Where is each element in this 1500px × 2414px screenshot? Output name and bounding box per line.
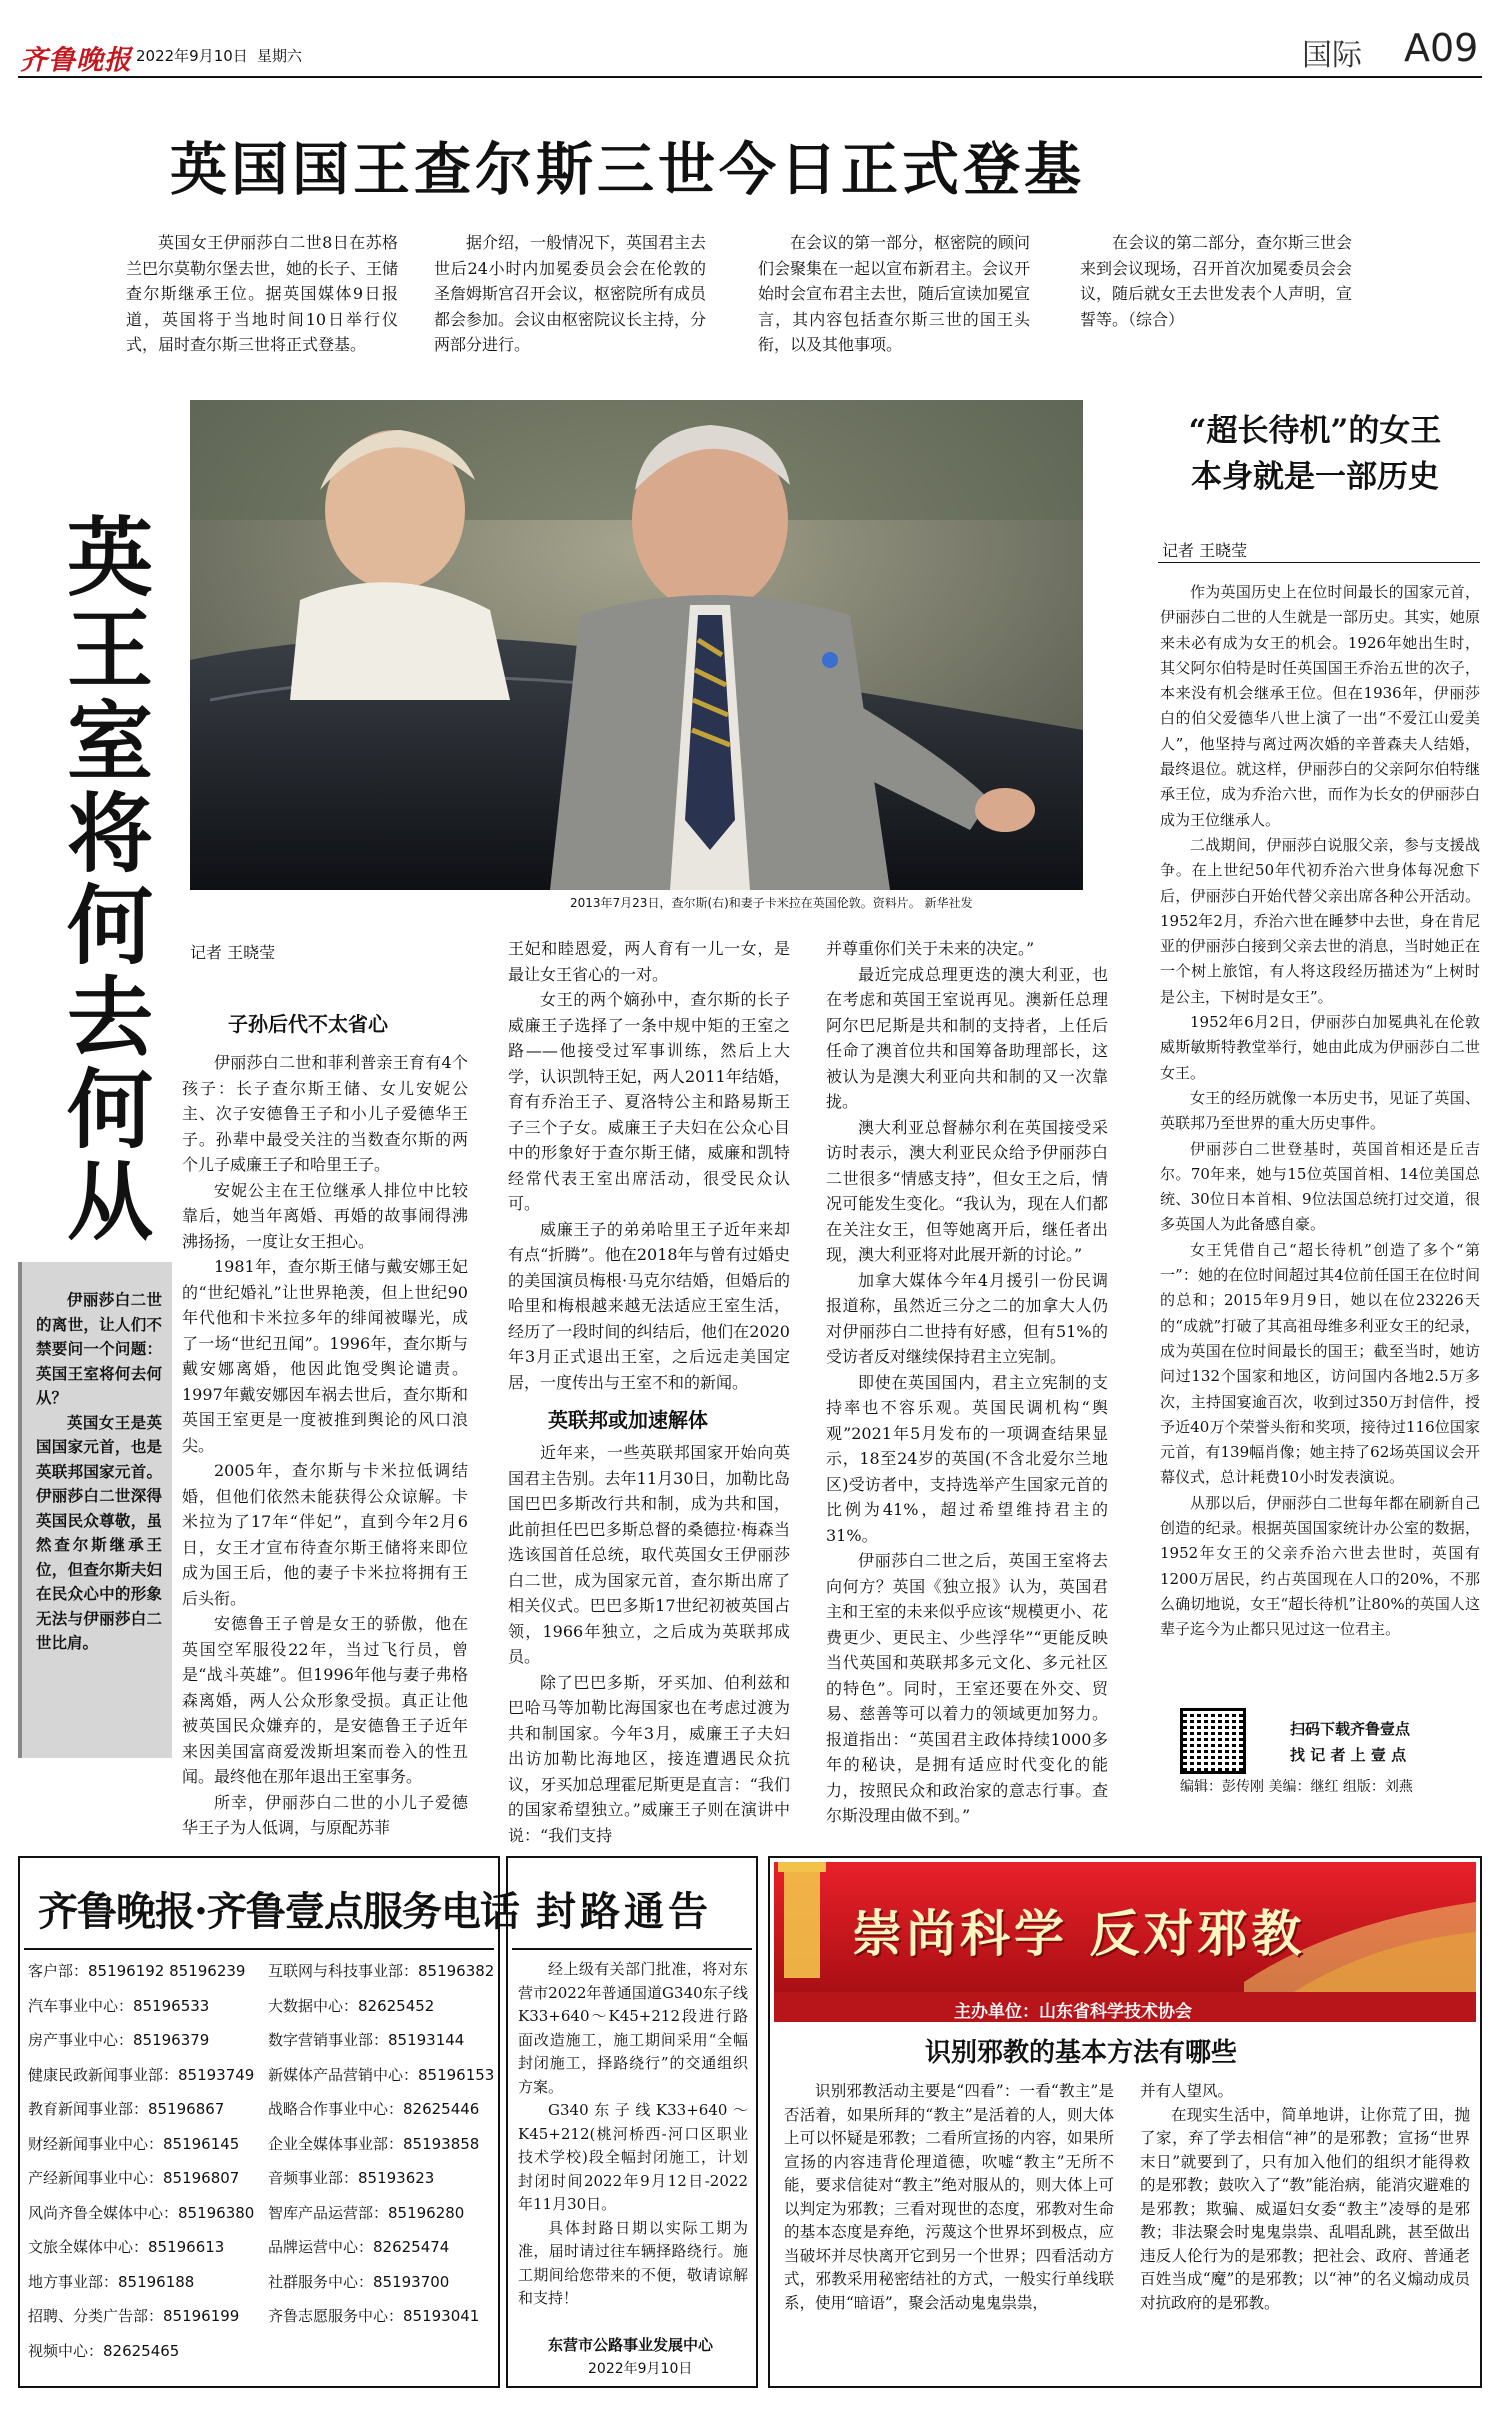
photo-caption: 2013年7月23日，查尔斯(右)和妻子卡米拉在英国伦敦。资料片。 新华社发 <box>570 896 973 910</box>
service-box <box>18 1856 519 2388</box>
lead-col-2: 据介绍，一般情况下，英国君主去世后24小时内加冕委员会会在伦敦的圣詹姆斯宫召开会议，枢密院所有成员都会参加。会议由枢密院议长主持，分两部分进行。 <box>434 233 707 354</box>
main-byline: 记者 王晓莹 <box>190 943 276 962</box>
service-left-list: 客户部：85196192 85196239 汽车事业中心：85196533 房产事业中心：85196379 健康民政新闻事业部：85193749 教育新闻事业部：85196867 财经新闻事业中心：85196145 产经新闻事业中心：85196807 风尚齐鲁全媒体中心：85196380 文旅全媒体中心：85196613 地方事业部：85196188 招聘、分类广告部：85196199 视频中心：82625465 <box>28 1962 255 2360</box>
masthead-rule <box>18 76 1482 78</box>
notice-sign: 东营市公路事业发展中心 <box>548 2336 714 2354</box>
vertical-title: 英王室将何去何从 <box>52 512 153 1248</box>
intro-box: 伊丽莎白二世的离世，让人们不禁要问一个问题：英国王室将何去何从？ 英国女王是英国国家元首，也是英联邦国家元首。伊丽莎白二世深得英国民众尊敬，虽然查尔斯继承王位，但查尔斯夫妇在民众心中的形象无法与伊丽莎白二世比肩。 <box>18 1262 172 1758</box>
service-rule <box>24 1948 494 1950</box>
side-byline: 记者 王晓莹 <box>1162 541 1248 560</box>
ad-banner-text: 崇尚科学 反对邪教 <box>852 1904 1306 1963</box>
side-rule <box>1158 562 1480 563</box>
service-title: 齐鲁晚报·齐鲁壹点服务电话 <box>38 1888 519 1935</box>
notice-date: 2022年9月10日 <box>588 2361 693 2377</box>
service-right-list: 互联网与科技事业部：85196382 大数据中心：82625452 数字营销事业部：85193144 新媒体产品营销中心：85196153 战略合作事业中心：82625446 企业全媒体事业部：85193858 音频事业部：85193623 智库产品运营部：85196280 品牌运营中心：82625474 社群服务中心：85193700 齐鲁志愿服务中心：85193041 <box>268 1962 495 2325</box>
main-col-1: 伊丽莎白二世和菲利普亲王育有4个孩子：长子查尔斯王储、女儿安妮公主、次子安德鲁王子和小儿子爱德华王子。孙辈中最受关注的当数查尔斯的两个儿子威廉王子和哈里王子。 安妮公主在王位继承人排位中比较靠后，她当年离婚、再婚的故事闹得沸沸扬扬，一度让女王担心。 1981年，查尔斯王储与戴安娜王妃的“世纪婚礼”让世界艳羡，但上世纪90年代他和卡米拉多年的绯闻被曝光，成了一场“世纪丑闻”。1996年，查尔斯与戴安娜离婚，他因此饱受舆论谴责。1997年戴安娜因车祸去世后，查尔斯和英国王室更是一度被推到舆论的风口浪尖。 2005年，查尔斯与卡米拉低调结婚，但他们依然未能获得公众谅解。卡米拉为了17年“伴妃”，直到今年2月6日，女王才宣布待查尔斯王储将来即位成为国王后，他的妻子卡米拉将拥有王后头衔。 安德鲁王子曾是女王的骄傲，他在英国空军服役22年，当过飞行员，曾是“战斗英雄”。但1996年他与妻子弗格森离婚，两人公众形象受损。真正让他被英国民众嫌弃的，是安德鲁王子近年来因美国富商爱泼斯坦案而卷入的性丑闻。最终他在那年退出王室事务。 所幸，伊丽莎白二世的小儿子爱德华王子为人低调，与原配苏菲 <box>182 1053 468 1837</box>
anti-cult-ad <box>768 1856 1482 2388</box>
section-name: 国际 <box>1302 38 1362 73</box>
ad-banner <box>774 1862 1476 1992</box>
side-title: “超长待机”的女王 本身就是一部历史 <box>1188 413 1442 495</box>
vertical-title-box <box>18 486 174 1258</box>
lead-col-1: 英国女王伊丽莎白二世8日在苏格兰巴尔莫勒尔堡去世，她的长子、王储查尔斯继承王位。据英国媒体9日报道，英国将于当地时间10日举行仪式，届时查尔斯三世将正式登基。 <box>126 233 399 354</box>
main-col-2a: 王妃和睦恩爱，两人育有一儿一女，是最让女王省心的一对。 女王的两个嫡孙中，查尔斯的长子威廉王子选择了一条中规中矩的王室之路——他接受过军事训练，然后上大学，认识凯特王妃，两人2011年结婚，育有乔治王子、夏洛特公主和路易斯王子三个子女。威廉王子夫妇在公众心目中的形象好于查尔斯王储，威廉和凯特经常代表王室出席活动，很受民众认可。 威廉王子的弟弟哈里王子近年来却有点“折腾”。他在2018年与曾有过婚史的美国演员梅根·马克尔结婚，但婚后的哈里和梅根越来越无法适应王室生活，经历了一段时间的纠结后，他们在2020年3月正式退出王室，之后远走美国定居，一度传出与王室不和的新闻。 <box>508 939 790 1392</box>
notice-rule <box>512 1948 752 1950</box>
road-notice <box>506 1856 758 2388</box>
lead-col-3: 在会议的第一部分，枢密院的顾问们会聚集在一起以宣布新君主。会议开始时会宣布君主去世，随后宣读加冕宣言，其内容包括查尔斯三世的国王头衔，以及其他事项。 <box>758 233 1031 354</box>
news-photo <box>190 400 1083 890</box>
newspaper-logo: 齐鲁晚报 <box>20 45 132 76</box>
issue-weekday: 星期六 <box>257 47 303 65</box>
editor-credits: 编辑：彭传刚 美编：继红 组版：刘燕 <box>1180 1779 1413 1795</box>
qr-label: 扫码下载齐鲁壹点 找 记 者 上 壹 点 <box>1290 1720 1411 1764</box>
masthead <box>18 16 1482 76</box>
notice-title: 封路通告 <box>536 1888 712 1935</box>
side-text: 作为英国历史上在位时间最长的国家元首，伊丽莎白二世的人生就是一部历史。其实，她原来未必有成为女王的机会。1926年她出生时，其父阿尔伯特是时任英国国王乔治五世的次子，本来没有机会继承王位。但在1936年，伊丽莎白的伯父爱德华八世上演了一出“不爱江山爱美人”，他坚持与离过两次婚的辛普森夫人结婚，最终退位。就这样，伊丽莎白的父亲阿尔伯特继承王位，成为乔治六世，而作为长女的伊丽莎白成为王位继承人。 二战期间，伊丽莎白说服父亲，参与支援战争。在上世纪50年代初乔治六世身体每况愈下后，伊丽莎白开始代替父亲出席各种公开活动。1952年2月，乔治六世在睡梦中去世，身在肯尼亚的伊丽莎白接到父亲去世的消息，当时她正在一个树上旅馆，有人将这段经历描述为“上树时是公主，下树时是女王”。 1952年6月2日，伊丽莎白加冕典礼在伦敦威斯敏斯特教堂举行，她由此成为伊丽莎白二世女王。 女王的经历就像一本历史书，见证了英国、英联邦乃至世界的重大历史事件。 伊丽莎白二世登基时，英国首相还是丘吉尔。70年来，她与15位英国首相、14位美国总统、30位日本首相、9位法国总统打过交道，很多英国人为此备感自豪。 女王凭借自己“超长待机”创造了多个“第一”：她的在位时间超过其4位前任国王在位时间的总和；2015年9月9日，她以在位23226天的“成就”打破了其高祖母维多利亚女王的纪录，成为英国在位时间最长的国王；截至当时，她访问过132个国家和地区，访问国内各地2.5万多次，主持国宴逾百次，收到过350万封信件，授予近40万个荣誉头衔和奖项，接待过116位国家元首，有139幅肖像；她主持了62场英国议会开幕仪式，总计耗费10小时发表演说。 从那以后，伊丽莎白二世每年都在刷新自己创造的纪录。根据英国国家统计办公室的数据，1952年女王的父亲乔治六世去世时，英国有1200万居民，约占英国现在人口的20%，不那么确切地说，女王“超长待机”让80%的英国人这辈子迄今为止都只见过这一位君主。 <box>1160 583 1480 1639</box>
lead-col-4: 在会议的第二部分，查尔斯三世会来到会议现场，召开首次加冕委员会会议，随后就女王去世发表个人声明，宣誓等。（综合） <box>1080 233 1353 329</box>
main-col-2b: 近年来，一些英联邦国家开始向英国君主告别。去年11月30日，加勒比岛国巴巴多斯改行共和制，成为共和国，此前担任巴巴多斯总督的桑德拉·梅森当选该国首任总统，取代英国女王伊丽莎白二世，成为国家元首，查尔斯出席了相关仪式。巴巴多斯17世纪初被英国占领，1966年独立，之后成为英联邦成员。 除了巴巴多斯，牙买加、伯利兹和巴哈马等加勒比海国家也在考虑过渡为共和制国家。今年3月，威廉王子夫妇出访加勒比海地区，接连遭遇民众抗议，牙买加总理霍尼斯更是直言：“我们的国家希望独立。”威廉王子则在演讲中说：“我们支持 <box>508 1443 790 1845</box>
subhead-commonwealth: 英联邦或加速解体 <box>548 1408 708 1432</box>
ad-col-2: 并有人望风。 在现实生活中，简单地讲，让你荒了田，抛了家，弃了学去相信“神”的是邪教；宣扬“世界末日”就要到了，只有加入他们的组织才能得救的是邪教；鼓吹入了“教”能治病，能消灾避难的是邪教；欺骗、威逼妇女委“教主”凌辱的是邪教；非法聚会时鬼鬼祟祟、乱唱乱跳，甚至做出违反人伦行为的是邪教；把社会、政府、普通老百姓当成“魔”的是邪教；以“神”的名义煽动成员对抗政府的是邪教。 <box>1140 2082 1470 2312</box>
ad-col-1: 识别邪教活动主要是“四看”：一看“教主”是否活着，如果所拜的“教主”是活着的人，则大体上可以怀疑是邪教；二看所宣扬的内容，如果所宣扬的内容违背伦理道德，吹嘘“教主”无所不能，要求信徒对“教主”绝对服从的，则大体上可以判定为邪教；三看对现世的态度，邪教对生命的基本态度是弃绝，污蔑这个世界坏到极点，应当破坏并尽快离开它到另一个世界；四看活动方式，邪教采用秘密结社的方式，一般实行单线联系，使用“暗语”，聚会活动鬼鬼祟祟， <box>784 2082 1114 2312</box>
subhead-descendants: 子孙后代不太省心 <box>228 1012 388 1036</box>
issue-date: 2022年9月10日 <box>136 47 248 65</box>
ad-article-title: 识别邪教的基本方法有哪些 <box>925 2038 1238 2068</box>
page-number: A09 <box>1404 26 1479 70</box>
main-headline: 英国国王查尔斯三世今日正式登基 <box>170 136 1085 203</box>
notice-text: 经上级有关部门批准，将对东营市2022年普通国道G340东子线K33+640～K45+212段进行路面改造施工，施工期间采用“全幅封闭施工，择路绕行”的交通组织方案。 G340东子线K33+640～K45+212(桃河桥西-河口区职业技术学校)段全幅封闭施工，计划封闭时间2022年9月12日-2022年11月30日。 具体封路日期以实际工期为准，届时请过往车辆择路绕行。施工期间给您带来的不便，敬请谅解和支持！ <box>518 1960 748 2307</box>
ad-host-bar <box>774 1992 1476 2022</box>
photo-illustration <box>190 400 1083 890</box>
qr-code[interactable] <box>1180 1708 1246 1774</box>
main-col-3: 并尊重你们关于未来的决定。” 最近完成总理更迭的澳大利亚，也在考虑和英国王室说再见。澳新任总理阿尔巴尼斯是共和制的支持者，上任后任命了澳首位共和国筹备助理部长，这被认为是澳大利亚向共和制的又一次靠拢。 澳大利亚总督赫尔利在英国接受采访时表示，澳大利亚民众给予伊丽莎白二世很多“情感支持”，但女王之后，情况可能发生变化。“我认为，现在人们都在关注女王，但等她离开后，继任者出现，澳大利亚将对此展开新的讨论。” 加拿大媒体今年4月援引一份民调报道称，虽然近三分之二的加拿大人仍对伊丽莎白二世持有好感，但有51%的受访者反对继续保持君主立宪制。 即使在英国国内，君主立宪制的支持率也不容乐观。英国民调机构“舆观”2021年5月发布的一项调查结果显示，18至24岁的英国(不含北爱尔兰地区)受访者中，支持选举产生国家元首的比例为41%，超过希望维持君主的31%。 伊丽莎白二世之后，英国王室将去向何方？英国《独立报》认为，英国君主和王室的未来似乎应该“规模更小、花费更少、更民主、少些浮华”“更能反映当代英国和英联邦多元文化、多元社区的特色”。同时，王室还要在外交、贸易、慈善等可以着力的领域更加努力。报道指出：“英国君主政体持续1000多年的秘诀，是拥有适应时代变化的能力，按照民众和政治家的意志行事。查尔斯没理由做不到。” <box>826 939 1108 1825</box>
ad-host: 主办单位：山东省科学技术协会 <box>954 2002 1192 2022</box>
